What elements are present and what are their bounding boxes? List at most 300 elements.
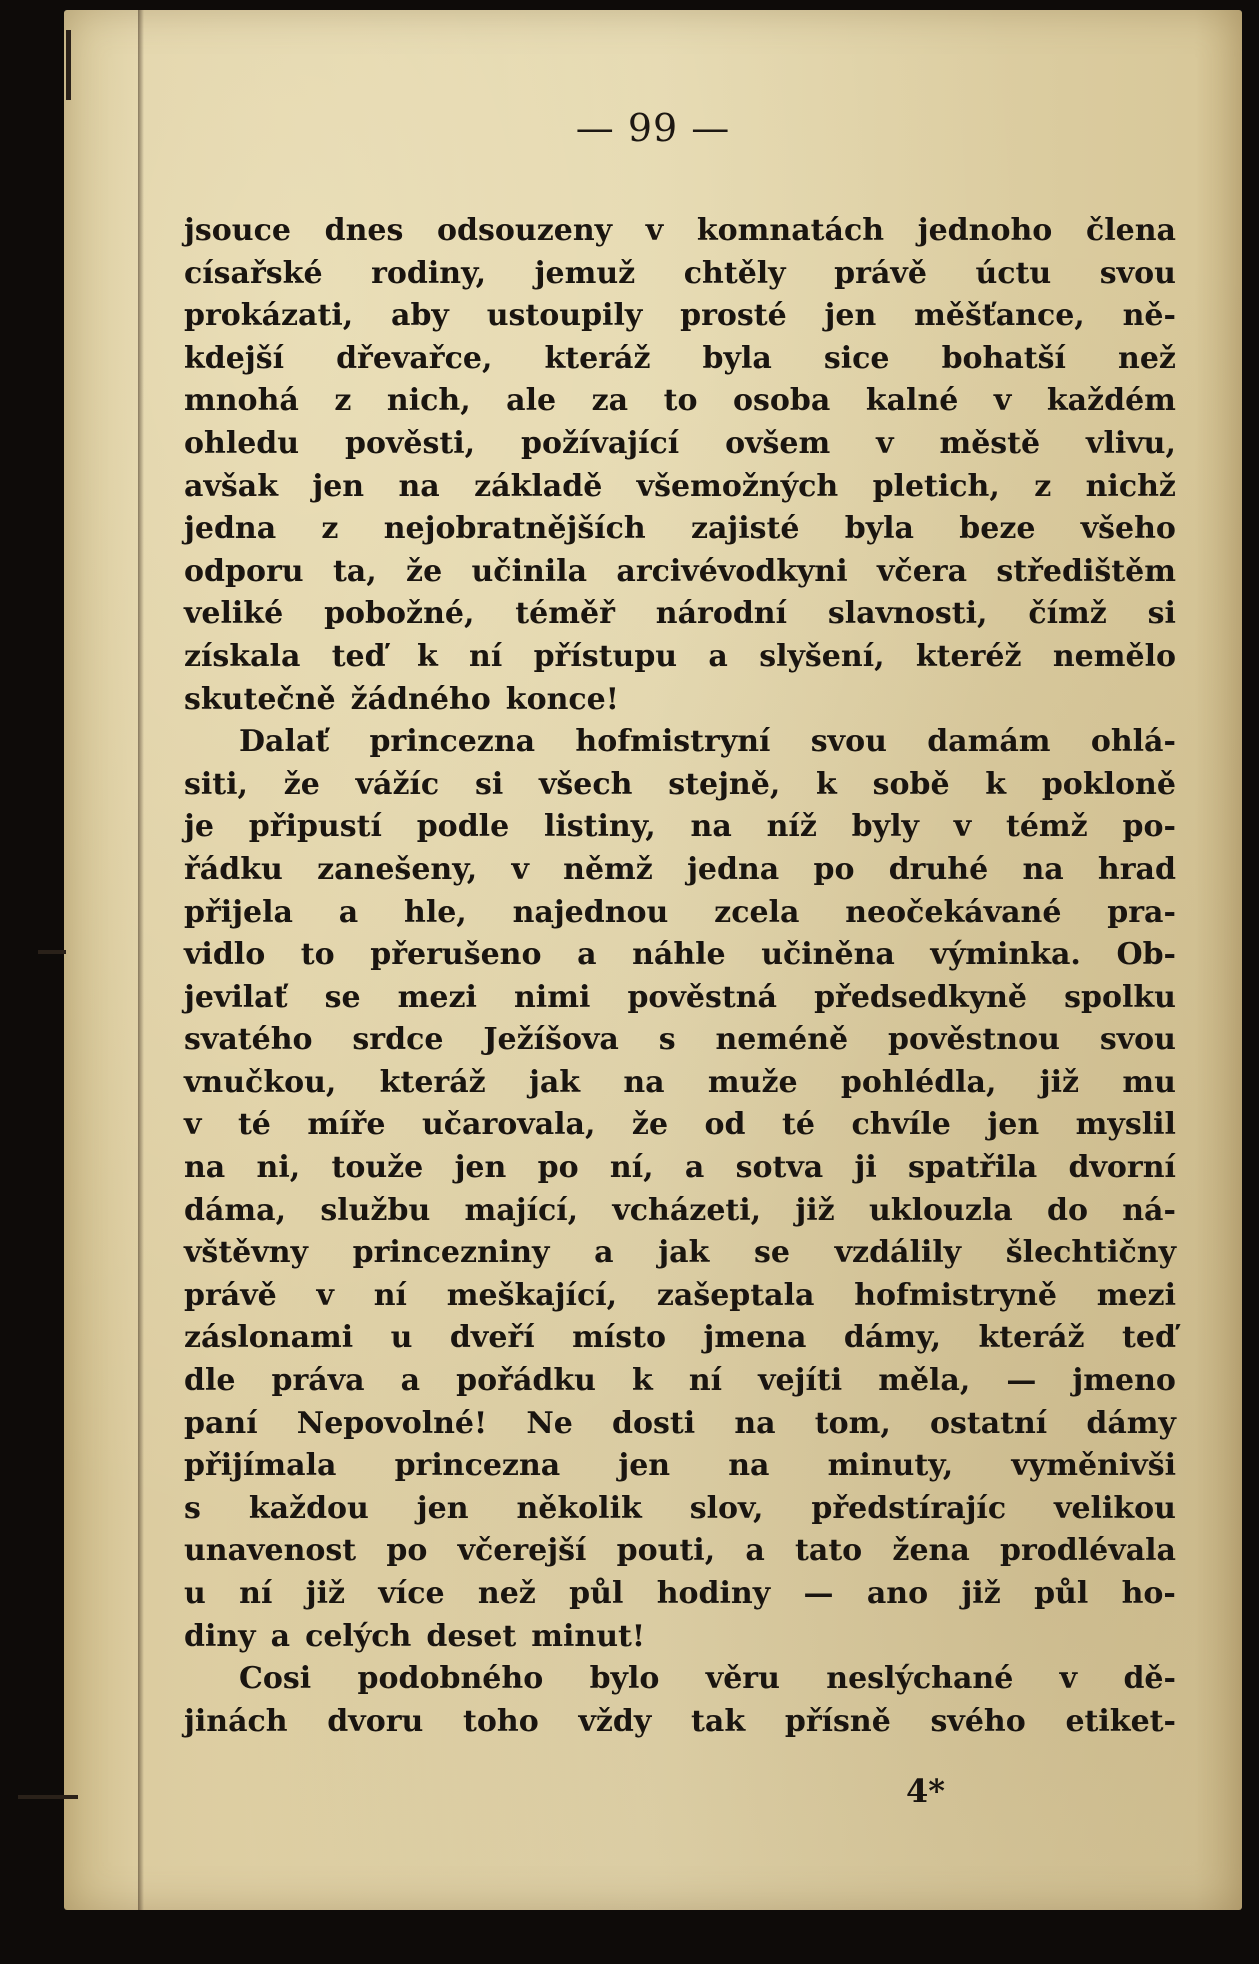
word: míře	[307, 1107, 386, 1143]
word: konce!	[505, 681, 619, 717]
word: s	[658, 1022, 676, 1058]
word: hrad	[1097, 851, 1176, 887]
word: všeho	[1080, 511, 1176, 547]
word: za	[591, 383, 629, 419]
word: Ob-	[1116, 937, 1176, 973]
word: chvíle	[851, 1107, 951, 1143]
word: čímž	[1028, 596, 1107, 632]
word: jednoho	[917, 213, 1053, 248]
word: ni,	[256, 1150, 301, 1186]
word: si	[1147, 596, 1176, 632]
word: že	[283, 766, 320, 802]
word: jmena	[703, 1320, 807, 1356]
word: dáma,	[184, 1192, 287, 1228]
word: aby	[391, 298, 449, 334]
word: na	[728, 1448, 770, 1484]
word: pouti,	[616, 1533, 716, 1569]
text-line	[184, 977, 1176, 1020]
word: pobožné,	[324, 596, 475, 632]
word: nejobratnějších	[383, 511, 646, 547]
word: k	[416, 638, 438, 674]
margin-ink-mark	[66, 30, 71, 100]
word: ohlá-	[1090, 724, 1176, 760]
word: právě	[184, 1277, 277, 1313]
word: po	[386, 1533, 428, 1569]
word: že	[406, 553, 443, 589]
word: muže	[707, 1064, 798, 1100]
text-line	[184, 1701, 1176, 1744]
text-line	[184, 380, 1176, 423]
word: kalné	[865, 383, 959, 419]
word: unavenost	[184, 1533, 357, 1569]
word: se	[753, 1235, 790, 1271]
word: dvorní	[1068, 1150, 1176, 1186]
word: sotva	[735, 1150, 824, 1186]
word: pohlédla,	[840, 1064, 997, 1100]
word: ní	[688, 1363, 723, 1399]
word: jedna	[687, 851, 780, 887]
word: a	[745, 1533, 765, 1569]
word: k	[985, 766, 1007, 802]
word: prodlévala	[1000, 1533, 1176, 1569]
text-line	[184, 1658, 1176, 1701]
word: srdce	[352, 1022, 444, 1058]
word: pověstná	[627, 979, 777, 1015]
word: učinila	[471, 553, 588, 589]
word: zajisté	[690, 511, 800, 547]
word: pověsti,	[344, 425, 476, 461]
word: v	[316, 1277, 334, 1313]
word: vidlo	[184, 937, 266, 973]
word: a	[594, 1235, 614, 1271]
word: několik	[516, 1490, 642, 1526]
word: učiněna	[761, 937, 895, 973]
word: ostatní	[929, 1405, 1048, 1441]
word: Ježíšova	[483, 1022, 619, 1058]
word: kdejší	[184, 340, 284, 376]
word: Dalať	[239, 724, 330, 760]
word: vyměnivši	[1011, 1448, 1176, 1484]
word: na	[734, 1405, 776, 1441]
word: ale	[506, 383, 557, 419]
word: připustí	[248, 809, 382, 845]
word: na	[623, 1064, 665, 1100]
word: sice	[823, 340, 890, 376]
word: Cosi	[239, 1661, 312, 1697]
word: žádného	[350, 681, 491, 717]
text-line	[184, 1445, 1176, 1488]
word: vzdálily	[834, 1235, 962, 1271]
word: deset	[426, 1618, 517, 1654]
word: přístupu	[533, 638, 678, 674]
word: po-	[1122, 809, 1176, 845]
word: ho-	[1121, 1576, 1176, 1611]
word: již	[795, 1192, 835, 1228]
word: prosté	[680, 298, 787, 334]
word: na	[184, 1150, 226, 1186]
word: stejně,	[668, 766, 781, 802]
word: úctu	[975, 255, 1052, 291]
word: myslil	[1075, 1107, 1176, 1143]
text-line	[184, 934, 1176, 977]
word: touže	[331, 1150, 424, 1186]
word: osoba	[732, 383, 831, 419]
word: z	[1034, 468, 1052, 504]
word: od	[704, 1107, 746, 1143]
word: ní	[469, 638, 503, 674]
word: dřevařce,	[336, 340, 493, 376]
word: šlechtičny	[1005, 1235, 1176, 1271]
word: ní,	[609, 1150, 654, 1186]
text-line	[184, 1317, 1176, 1360]
word: dámy,	[843, 1320, 942, 1356]
word: to	[300, 937, 335, 973]
word: hodiny	[656, 1576, 771, 1611]
word: císařské	[184, 255, 323, 291]
word: jemuž	[534, 255, 636, 291]
word: slyšení,	[759, 638, 885, 674]
word: vlivu,	[1086, 425, 1176, 461]
word: slavnosti,	[827, 596, 988, 632]
word: k	[816, 766, 837, 802]
word: diny	[184, 1618, 256, 1654]
word: místo	[572, 1320, 666, 1356]
word: vejíti	[758, 1363, 843, 1399]
word: neočekávané	[845, 894, 1062, 930]
word: každou	[248, 1490, 369, 1526]
page-gutter-shadow	[138, 10, 144, 1910]
word: jak	[658, 1235, 710, 1271]
word: byla	[844, 511, 914, 547]
word: —	[1006, 1363, 1037, 1399]
word: slov,	[689, 1490, 764, 1526]
word: jevilať	[184, 979, 288, 1015]
word: minuty,	[827, 1448, 954, 1484]
word: městě	[939, 425, 1041, 461]
word: té	[782, 1107, 815, 1143]
word: jsouce	[184, 213, 291, 248]
word: dle	[184, 1363, 236, 1399]
word: minut!	[531, 1618, 646, 1654]
word: ní	[373, 1277, 407, 1313]
word: siti,	[184, 766, 248, 802]
word: po	[813, 851, 855, 887]
word: středištěm	[996, 553, 1176, 589]
word: národní	[655, 596, 788, 632]
word: se	[324, 979, 361, 1015]
text-line	[184, 764, 1176, 807]
word: byla	[702, 340, 772, 376]
word: hle,	[404, 894, 467, 930]
word: kteráž	[379, 1064, 486, 1100]
word: ně-	[1122, 298, 1176, 334]
page-number: — 99 —	[575, 106, 731, 150]
word: mnohá	[184, 383, 299, 419]
word: všech	[538, 766, 633, 802]
word: spolku	[1064, 979, 1176, 1015]
word: u	[390, 1320, 413, 1356]
book-page	[64, 10, 1242, 1910]
word: vnučkou,	[184, 1064, 337, 1100]
word: neslýchané	[826, 1661, 1014, 1697]
word: v	[876, 425, 894, 461]
word: pověstnou	[888, 1022, 1060, 1058]
word: na	[1022, 851, 1064, 887]
word: po	[537, 1150, 579, 1186]
word: vždy	[578, 1703, 652, 1739]
word: výminka.	[930, 937, 1081, 973]
word: přijela	[184, 894, 293, 930]
word: nichž	[1085, 468, 1176, 504]
word: princezniny	[352, 1235, 550, 1271]
word: rodiny,	[371, 255, 487, 291]
word: vštěvny	[184, 1235, 308, 1271]
text-line	[184, 423, 1176, 466]
word: jen	[987, 1107, 1040, 1143]
word: najednou	[512, 894, 669, 930]
word: půl	[569, 1576, 624, 1611]
word: tato	[795, 1533, 863, 1569]
word: pokloně	[1041, 766, 1176, 802]
word: službu	[320, 1192, 431, 1228]
word: prokázati,	[184, 298, 354, 334]
word: vcházeti,	[612, 1192, 762, 1228]
word: —	[803, 1576, 834, 1611]
word: z	[334, 383, 352, 419]
word: dnes	[324, 213, 404, 248]
word: beze	[959, 511, 1036, 547]
word: velikou	[1054, 1490, 1176, 1526]
word: na	[690, 809, 732, 845]
word: jen	[416, 1490, 469, 1526]
word: že	[631, 1107, 669, 1143]
word: tom,	[814, 1405, 891, 1441]
word: nich,	[386, 383, 471, 419]
word: ná-	[1122, 1192, 1176, 1228]
word: v	[953, 809, 972, 845]
word: a	[400, 1363, 421, 1399]
word: a	[708, 638, 728, 674]
text-line	[184, 253, 1176, 296]
word: kteráž	[978, 1320, 1085, 1356]
word: to	[663, 383, 698, 419]
word: dveří	[449, 1320, 535, 1356]
word: každém	[1046, 383, 1176, 419]
signature-mark: 4*	[906, 1772, 945, 1810]
word: pořádku	[456, 1363, 596, 1399]
word: vážíc	[355, 766, 440, 802]
text-line	[184, 466, 1176, 509]
text-line	[184, 593, 1176, 636]
text-line	[184, 1190, 1176, 1233]
word: záslonami	[184, 1320, 354, 1356]
word: hofmistryní	[575, 724, 771, 760]
word: jen	[618, 1448, 671, 1484]
word: mající,	[464, 1192, 579, 1228]
word: témž	[1005, 809, 1088, 845]
word: arcivévodkyni	[616, 553, 848, 589]
word: zcela	[714, 894, 800, 930]
word: včera	[877, 553, 968, 589]
word: téměř	[515, 596, 615, 632]
word: jmeno	[1072, 1363, 1176, 1399]
word: pra-	[1107, 894, 1176, 930]
word: kteréž	[915, 638, 1022, 674]
word: té	[237, 1107, 271, 1143]
word: jak	[528, 1064, 581, 1100]
word: získala	[184, 638, 301, 674]
word: dvoru	[327, 1703, 424, 1739]
word: již	[1039, 1064, 1080, 1100]
word: svého	[930, 1703, 1026, 1739]
text-line	[184, 1104, 1176, 1147]
word: na	[398, 468, 440, 504]
word: a	[270, 1618, 291, 1654]
word: jen	[454, 1150, 507, 1186]
word: zašeptala	[656, 1277, 815, 1313]
text-line	[184, 1403, 1176, 1446]
text-line	[184, 1019, 1176, 1062]
text-line	[184, 295, 1176, 338]
word: komnatách	[696, 213, 885, 248]
word: avšak	[184, 468, 278, 504]
word: základě	[474, 468, 603, 504]
word: měla,	[878, 1363, 971, 1399]
word: v	[645, 213, 664, 248]
word: dosti	[612, 1405, 696, 1441]
text-line	[184, 849, 1176, 892]
word: toho	[463, 1703, 539, 1739]
word: dámy	[1086, 1405, 1176, 1441]
word: do	[1046, 1192, 1088, 1228]
word: více	[378, 1576, 445, 1611]
word: níž	[766, 809, 817, 845]
text-line	[184, 1488, 1176, 1531]
word: teď	[1122, 1320, 1176, 1356]
word: v	[511, 851, 529, 887]
word: včerejší	[457, 1533, 587, 1569]
text-line	[184, 1062, 1176, 1105]
word: ohledu	[184, 425, 300, 461]
word: podle	[416, 809, 510, 845]
word: damám	[927, 724, 1051, 760]
text-line	[184, 1275, 1176, 1318]
text-line	[184, 1360, 1176, 1403]
word: přerušeno	[370, 937, 542, 973]
margin-ink-mark	[38, 950, 66, 954]
word: řádku	[184, 851, 283, 887]
word: z	[321, 511, 339, 547]
word: již	[961, 1576, 1001, 1611]
word: ji	[854, 1150, 877, 1186]
word: předstírajíc	[811, 1490, 1007, 1526]
word: půl	[1034, 1576, 1089, 1611]
word: přísně	[784, 1703, 891, 1739]
body-text	[184, 210, 1176, 1743]
word: u	[184, 1576, 206, 1611]
text-line	[184, 551, 1176, 594]
word: dě-	[1123, 1661, 1176, 1697]
word: byly	[851, 809, 919, 845]
word: jedna	[184, 511, 277, 547]
text-line	[184, 892, 1176, 935]
word: uklouzla	[869, 1192, 1013, 1228]
word: celých	[305, 1618, 412, 1654]
word: v	[184, 1107, 202, 1143]
word: věru	[705, 1661, 780, 1697]
text-line	[184, 721, 1176, 764]
word: požívající	[520, 425, 680, 461]
word: listiny,	[543, 809, 656, 845]
word: meškající,	[446, 1277, 618, 1313]
word: svou	[1099, 255, 1176, 291]
word: přijímala	[184, 1448, 337, 1484]
word: bylo	[589, 1661, 660, 1697]
word: žena	[892, 1533, 970, 1569]
word: zanešeny,	[317, 851, 478, 887]
word: jen	[824, 298, 877, 334]
word: ano	[866, 1576, 929, 1611]
word: než	[477, 1576, 536, 1611]
word: s	[184, 1490, 201, 1526]
word: jen	[312, 468, 365, 504]
text-line	[184, 679, 1176, 722]
word: v	[993, 383, 1012, 419]
word: kteráž	[544, 340, 651, 376]
word: ní	[239, 1576, 273, 1611]
word: Ne	[526, 1405, 573, 1441]
word: sobě	[872, 766, 950, 802]
word: odsouzeny	[437, 213, 613, 248]
word: spatřila	[908, 1150, 1038, 1186]
word: teď	[331, 638, 386, 674]
word: a	[577, 937, 597, 973]
word: měšťance,	[914, 298, 1085, 334]
word: předsedkyně	[814, 979, 1027, 1015]
word: ovšem	[725, 425, 831, 461]
text-line	[184, 210, 1176, 253]
word: neméně	[715, 1022, 849, 1058]
word: nimi	[514, 979, 591, 1015]
word: mu	[1122, 1064, 1176, 1100]
word: princezna	[394, 1448, 561, 1484]
text-line	[184, 806, 1176, 849]
word: skutečně	[184, 681, 336, 717]
word: učarovala,	[421, 1107, 596, 1143]
word: němž	[563, 851, 653, 887]
word: pletich,	[872, 468, 1000, 504]
word: práva	[271, 1363, 365, 1399]
word: druhé	[888, 851, 989, 887]
word: a	[684, 1150, 705, 1186]
word: Nepovolné!	[296, 1405, 488, 1441]
text-line	[184, 636, 1176, 679]
word: právě	[834, 255, 927, 291]
text-line	[184, 1147, 1176, 1190]
text-line	[184, 1530, 1176, 1573]
word: tak	[691, 1703, 746, 1739]
word: než	[1118, 340, 1176, 376]
word: si	[474, 766, 504, 802]
word: v	[1059, 1661, 1078, 1697]
word: mezi	[1096, 1277, 1176, 1313]
text-line	[184, 1616, 1176, 1659]
word: již	[305, 1576, 346, 1611]
text-line	[184, 1232, 1176, 1275]
word: hofmistryně	[854, 1277, 1057, 1313]
word: podobného	[357, 1661, 544, 1697]
word: ta,	[332, 553, 377, 589]
